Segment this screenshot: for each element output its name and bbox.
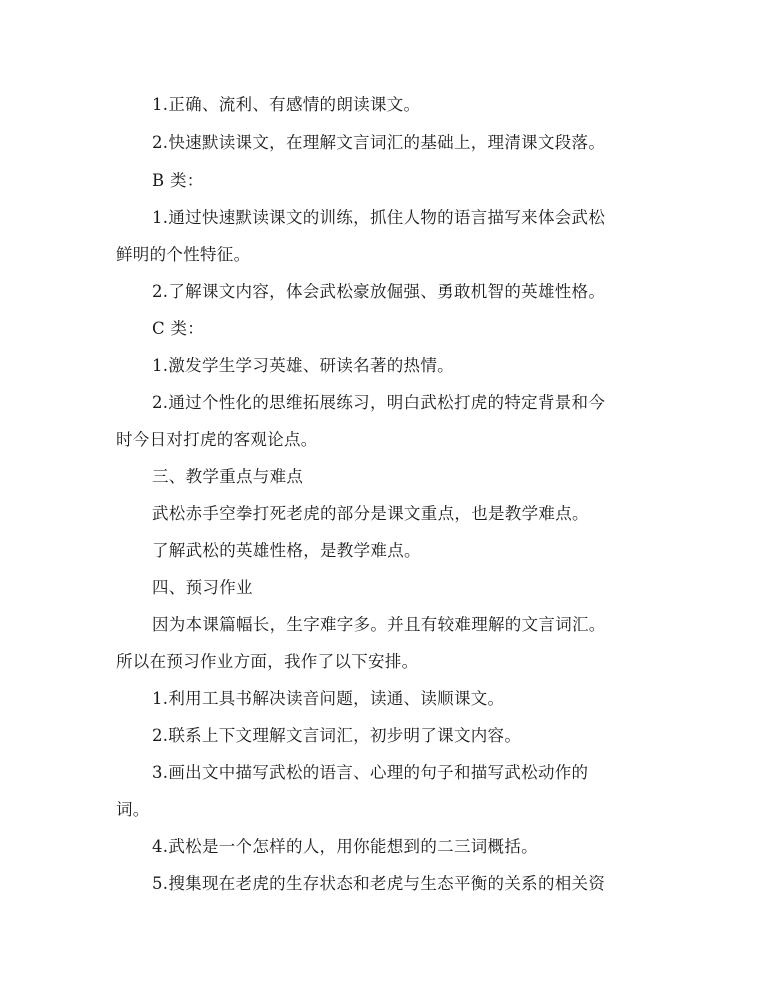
- text-line: 了解武松的英雄性格，是教学难点。: [152, 541, 421, 560]
- section-label: B 类：: [152, 171, 204, 190]
- text-line: 鲜明的个性特征。: [116, 245, 251, 264]
- text-line: 2.快速默读课文，在理解文言词汇的基础上，理清课文段落。: [152, 133, 606, 152]
- text-line: 时今日对打虎的客观论点。: [116, 430, 318, 449]
- text-line: 1.正确、流利、有感情的朗读课文。: [152, 95, 421, 114]
- text-line: 3.画出文中描写武松的语言、心理的句子和描写武松动作的: [152, 763, 589, 782]
- section-heading: 三、教学重点与难点: [152, 467, 304, 486]
- text-line: 4.武松是一个怎样的人，用你能想到的二三词概括。: [152, 837, 538, 856]
- text-line: 1.利用工具书解决读音问题，读通、读顺课文。: [152, 689, 505, 708]
- text-line: 武松赤手空拳打死老虎的部分是课文重点，也是教学难点。: [152, 504, 589, 523]
- section-label: C 类：: [152, 319, 205, 338]
- text-line: 5.搜集现在老虎的生存状态和老虎与生态平衡的关系的相关资: [152, 874, 606, 893]
- text-line: 因为本课篇幅长，生字难字多。并且有较难理解的文言词汇。: [152, 615, 606, 634]
- text-line: 词。: [116, 800, 150, 819]
- text-line: 1.通过快速默读课文的训练，抓住人物的语言描写来体会武松: [152, 208, 606, 227]
- text-line: 2.了解课文内容，体会武松豪放倔强、勇敢机智的英雄性格。: [152, 282, 606, 301]
- text-line: 所以在预习作业方面，我作了以下安排。: [116, 652, 419, 671]
- text-line: 2.通过个性化的思维拓展练习，明白武松打虎的特定背景和今: [152, 393, 606, 412]
- text-line: 2.联系上下文理解文言词汇，初步明了课文内容。: [152, 726, 522, 745]
- text-line: 1.激发学生学习英雄、研读名著的热情。: [152, 356, 454, 375]
- section-heading: 四、预习作业: [152, 578, 253, 597]
